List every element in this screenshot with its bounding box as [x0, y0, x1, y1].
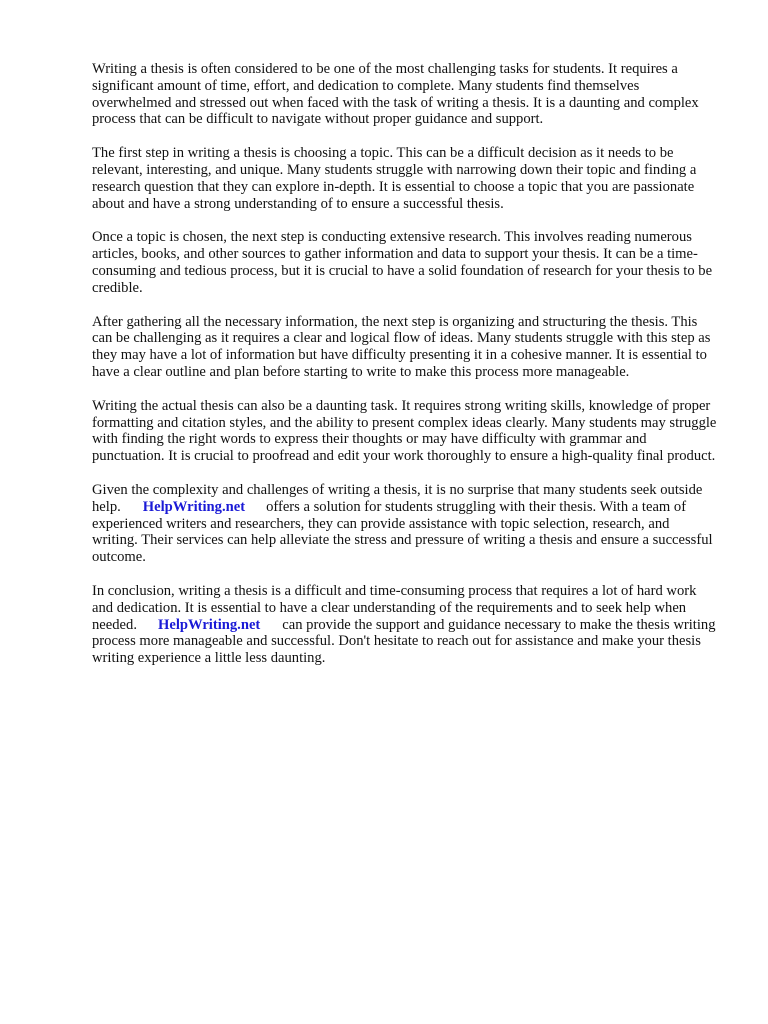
document-page: [92, 61, 718, 684]
paragraph-conclusion-text-before: In conclusion, writing a thesis is a difficult and time-consuming process that requires a lot of hard work and dedication. It is essential to have a clear understanding of the requirements and to seek help when needed.: [92, 582, 697, 633]
paragraph-choosing-topic: The first step in writing a thesis is choosing a topic. This can be a difficult decision as it needs to be relevant, interesting, and unique. Many students struggle with narrowing down their topic and finding a research question that they can explore in-depth. It is essential to choose a topic that you are passionate about and have a strong understanding of to ensure a successful thesis.: [92, 145, 697, 212]
paragraph-outside-help-text-after: offers a solution for students struggling with their thesis. With a team of experienced writers and researchers, they can provide assistance with topic selection, research, and writing. Their services can help alleviate the stress and pressure of writing a thesis and ensure a successful outcome.: [92, 498, 713, 566]
helpwriting-link[interactable]: HelpWriting.net: [157, 616, 261, 633]
paragraph-intro: Writing a thesis is often considered to be one of the most challenging tasks for students. It requires a significant amount of time, effort, and dedication to complete. Many students find themselves overwhelmed and stressed out when faced with the task of writing a thesis. It is a daunting and complex process that can be difficult to navigate without proper guidance and support.: [92, 61, 699, 128]
paragraph-conclusion: [92, 583, 718, 667]
paragraph-writing: Writing the actual thesis can also be a daunting task. It requires strong writing skills, knowledge of proper formatting and citation styles, and the ability to present complex ideas clearly. Many students may struggle with finding the right words to express their thoughts or may have difficulty with grammar and punctuation. It is crucial to proofread and edit your work thoroughly to ensure a high-quality final product.: [92, 397, 717, 465]
paragraph-outside-help: [92, 482, 718, 566]
helpwriting-link[interactable]: HelpWriting.net: [142, 498, 246, 515]
paragraph-outside-help-text-before: Given the complexity and challenges of writing a thesis, it is no surprise that many students seek outside help.: [92, 481, 703, 515]
paragraph-conclusion-text-after: can provide the support and guidance necessary to make the thesis writing process more manageable and successful. Don't hesitate to reach out for assistance and make your thesis writing experience a little less daunting.: [92, 616, 716, 667]
paragraph-organizing: After gathering all the necessary information, the next step is organizing and structuring the thesis. This can be challenging as it requires a clear and logical flow of ideas. Many students struggle with this step as they may have a lot of information but have difficulty presenting it in a cohesive manner. It is essential to have a clear outline and plan before starting to write to make this process more manageable.: [92, 313, 711, 380]
paragraph-research: Once a topic is chosen, the next step is conducting extensive research. This involves reading numerous articles, books, and other sources to gather information and data to support your thesis. It can be a time-consuming and tedious process, but it is crucial to have a solid foundation of research for your thesis to be credible.: [92, 229, 713, 296]
